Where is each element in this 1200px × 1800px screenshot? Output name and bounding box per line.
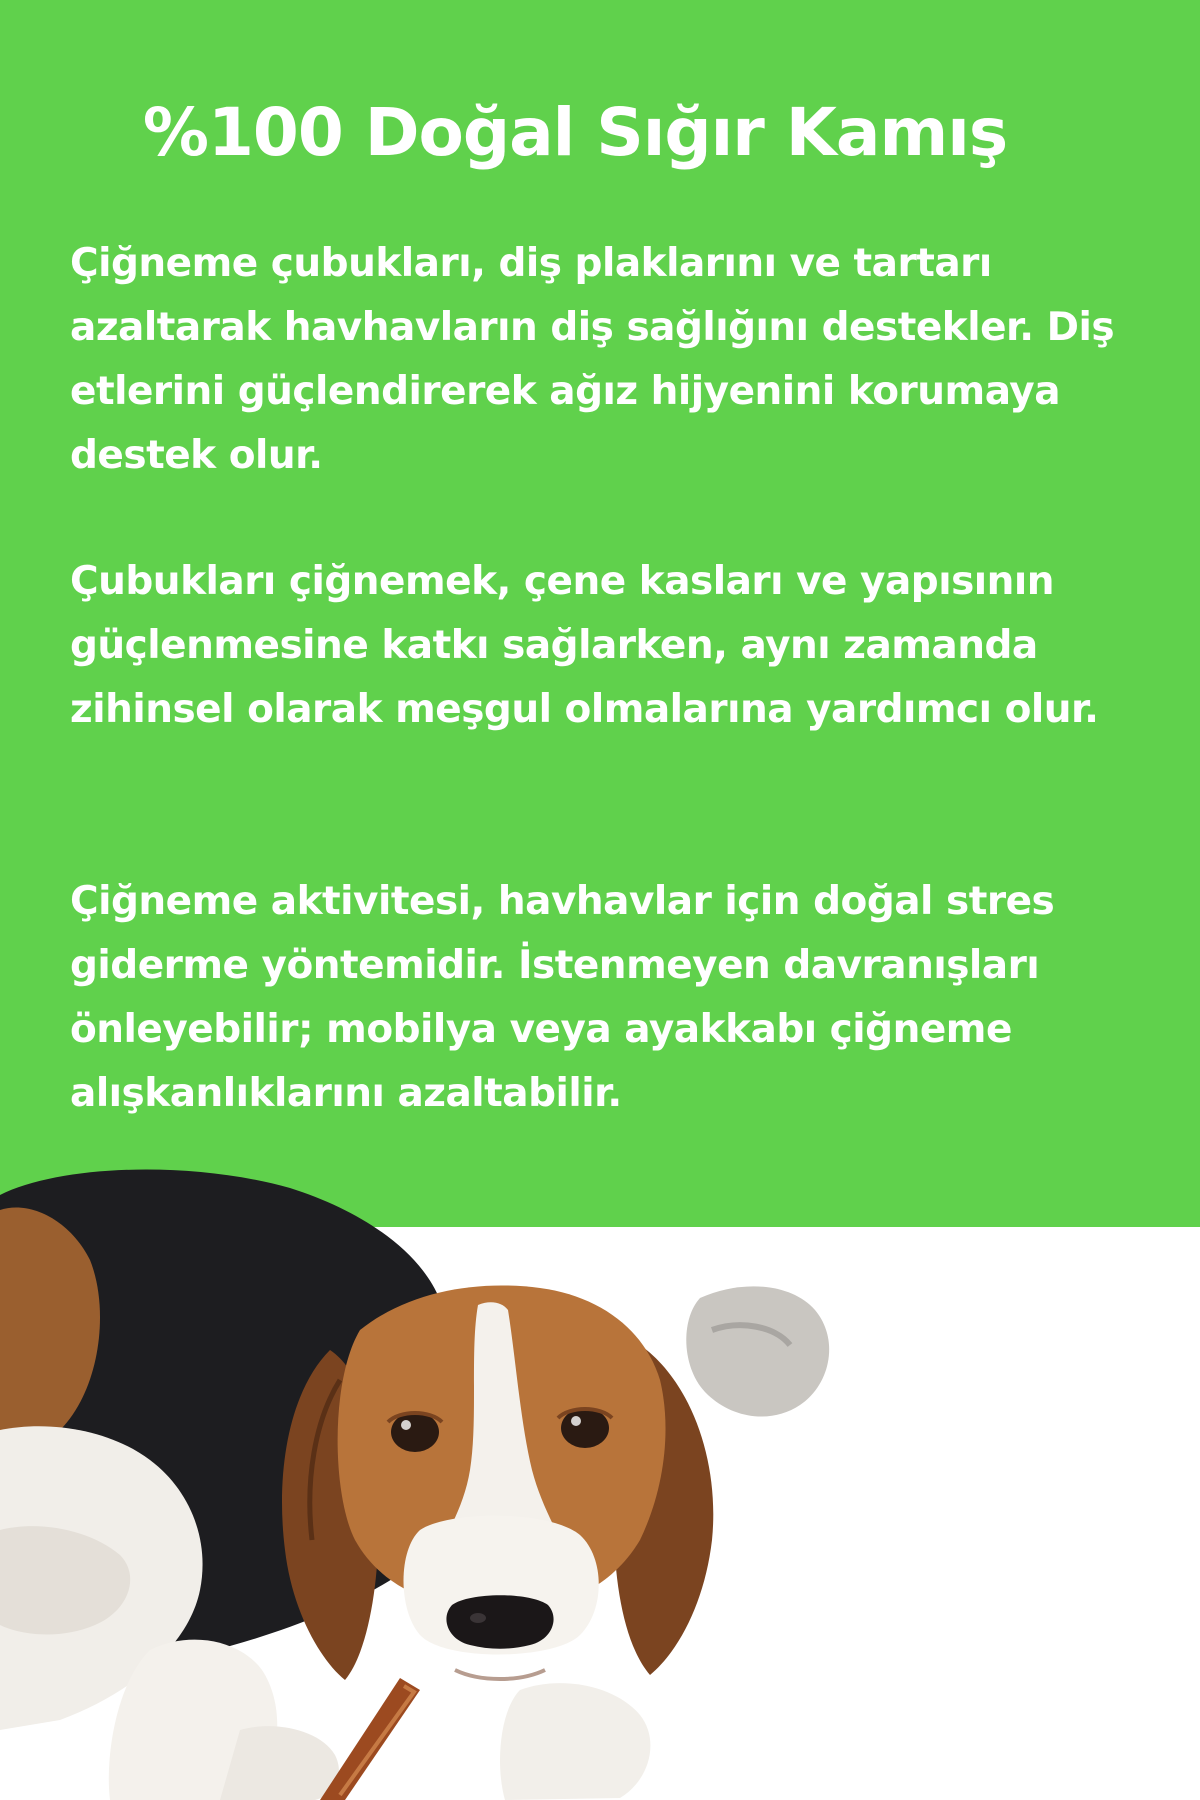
page-title: %100 Doğal Sığır Kamış [142,94,1008,171]
paragraph-stress-relief: Çiğneme aktivitesi, havhavlar için doğal stres giderme yöntemidir. İstenmeyen davranışları önleyebilir; mobilya veya ayakkabı çiğneme alışkanlıklarını azaltabilir. [70,879,1055,1116]
beagle-puppy-image [0,1130,900,1800]
paragraph-dental-health: Çiğneme çubukları, diş plaklarını ve tartarı azaltarak havhavların diş sağlığını destekler. Diş etlerini güçlendirerek ağız hijyenini korumaya destek olur. [70,241,1115,478]
paragraph-jaw-strength: Çubukları çiğnemek, çene kasları ve yapısının güçlenmesine katkı sağlarken, aynı zamanda zihinsel olarak meşgul olmalarına yardımcı olur. [70,559,1099,732]
